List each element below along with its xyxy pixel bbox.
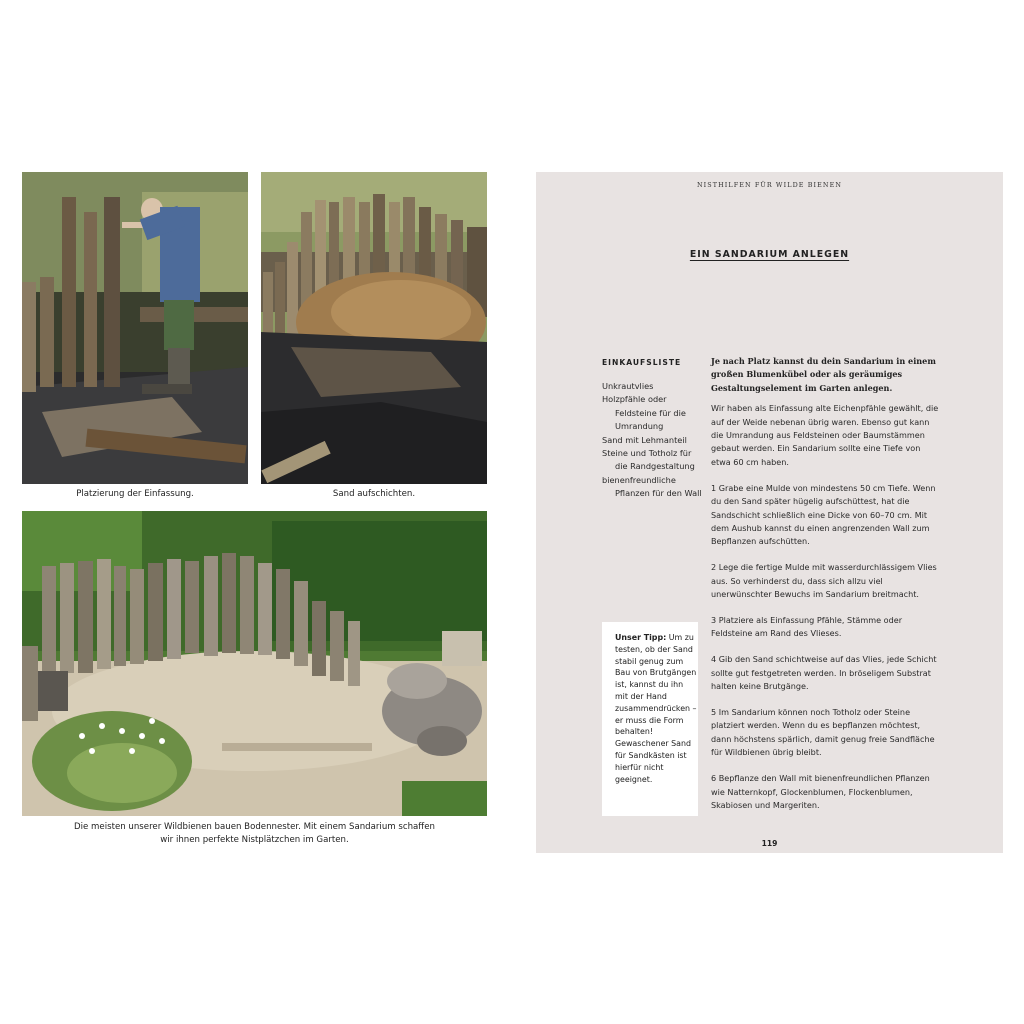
step-3: 3 Platziere als Einfassung Pfähle, Stämme oder Feldsteine am Rand des Vlieses. bbox=[711, 615, 903, 639]
caption-sand-layering: Sand aufschichten. bbox=[332, 489, 416, 499]
shopping-list-heading: EINKAUFSLISTE bbox=[602, 358, 682, 367]
shopping-list-item: bienenfreundliche Pflanzen für den Wall bbox=[602, 474, 702, 499]
caption-finished-sandarium bbox=[22, 821, 487, 847]
shopping-list-item: Unkrautvlies bbox=[602, 381, 654, 391]
photo-sand-layering bbox=[261, 172, 487, 484]
step-5: 5 Im Sandarium können noch Totholz oder Steine platziert werden. Wenn du es bepflanzen möchtest, dann höchstens spärlich, damit genug freie Sandfläche für Wildbienen übrig bleibt. bbox=[711, 707, 935, 758]
step-6: 6 Bepflanze den Wall mit bienenfreundlichen Pflanzen wie Natternkopf, Glockenblumen, Flockenblumen, Skabiosen und Margeriten. bbox=[711, 773, 930, 810]
intro-paragraph: Je nach Platz kannst du dein Sandarium in einem großen Blumenkübel oder als geräumiges Gestaltungselement im Garten anlegen. bbox=[711, 356, 936, 393]
photo-finished-sandarium bbox=[22, 511, 487, 816]
caption-line-1: Die meisten unserer Wildbienen bauen Bodennester. Mit einem Sandarium schaffen bbox=[74, 822, 435, 832]
tip-body: Um zu testen, ob der Sand stabil genug zum Bau von Brutgängen ist, kannst du ihn mit der Hand zusammendrücken – er muss die Form behalten! Gewaschener Sand für Sandkästen ist hierfür nicht geeignet. bbox=[615, 633, 697, 784]
photo-placing-border bbox=[22, 172, 248, 484]
caption-line-2: wir ihnen perfekte Nistplätzchen im Garten. bbox=[160, 835, 349, 845]
running-head: NISTHILFEN FÜR WILDE BIENEN bbox=[696, 181, 843, 189]
shopping-list-item: Holzpfähle oder Feldsteine für die Umrandung bbox=[602, 394, 686, 432]
caption-placing-border: Platzierung der Einfassung. bbox=[76, 489, 194, 499]
step-4: 4 Gib den Sand schichtweise auf das Vlies, jede Schicht sollte gut festgetreten werden. In bröseligem Substrat halten keine Brutgänge. bbox=[711, 654, 937, 692]
body-paragraph: Wir haben als Einfassung alte Eichenpfähle gewählt, die auf der Weide nebenan übrig waren. Ebenso gut kann die Umrandung aus Feldsteinen oder Baumstämmen gebaut werden. Ein Sandarium sollte eine Tiefe von etwa 60 cm haben. bbox=[711, 403, 939, 467]
instructions-column bbox=[711, 355, 939, 825]
tip-label: Unser Tipp: bbox=[615, 633, 667, 642]
shopping-list bbox=[602, 380, 702, 501]
shopping-list-item: Steine und Totholz für die Randgestaltung bbox=[602, 448, 695, 472]
page-title bbox=[536, 249, 1003, 260]
shopping-list-item: Sand mit Lehmanteil bbox=[602, 434, 687, 445]
page-title-text: EIN SANDARIUM ANLEGEN bbox=[689, 249, 850, 260]
tip-box bbox=[602, 622, 698, 816]
step-1: 1 Grabe eine Mulde von mindestens 50 cm Tiefe. Wenn du den Sand später hügelig aufschüttest, hat die Sandschicht schließlich eine Dicke von 60–70 cm. Mit dem Aushub kannst du einen angrenzenden Wall zum Bepflanzen aufschütten. bbox=[711, 482, 936, 547]
tip-text bbox=[615, 632, 698, 785]
step-2: 2 Lege die fertige Mulde mit wasserdurchlässigem Vlies aus. So verhinderst du, dass sich allzu viel unerwünschter Bewuchs im Sandarium breitmacht. bbox=[711, 562, 937, 600]
text-page bbox=[536, 172, 1003, 853]
page-number: 119 bbox=[761, 839, 778, 848]
